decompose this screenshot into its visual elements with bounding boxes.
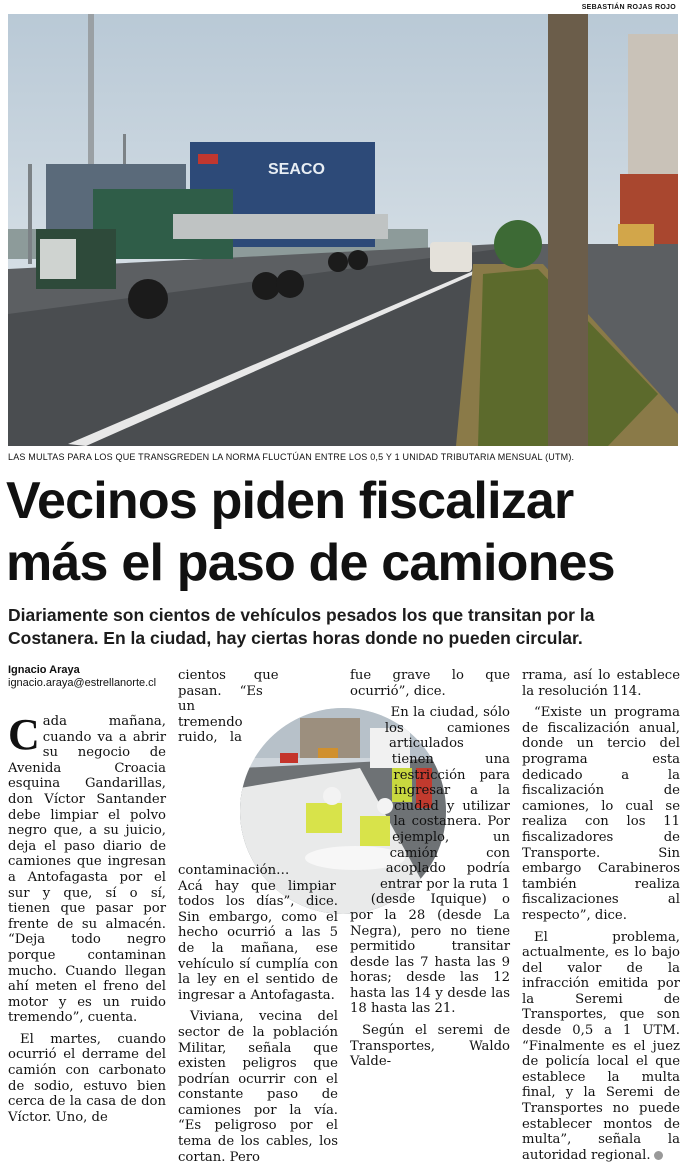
paragraph-text: El problema, actualmente, es lo bajo del valor de la infracción emitida por la Seremi de Transportes, que son desde 0,5 a 1 UTM. “Finalmente es el juez de policía local el que establece la multa final, y la Seremi de Transportes no puede establecer montos de multa”, señala la autoridad regional. (522, 929, 680, 1163)
photo-caption: LAS MULTAS PARA LOS QUE TRANSGREDEN LA NORMA FLUCTÚAN ENTRE LOS 0,5 Y 1 UNIDAD TRIBUTARIA MENSUAL (UTM). (8, 452, 575, 462)
headline (6, 470, 678, 594)
paragraph: “Existe un programa de fiscalización anual, donde un tercio del programa esta dedicado a la fiscalización de camiones, lo cual se realiza con los 11 fiscalizadores de Transporte. Sin embargo Carabineros también realiza fiscalizaciones al respecto”, dice. (522, 705, 680, 923)
paragraph (522, 930, 680, 1164)
main-photo (8, 14, 678, 446)
column-4 (522, 668, 680, 1169)
deck-summary: Diariamente son cientos de vehículos pesados los que transitan por la Costanera. En la ciudad, hay ciertas horas donde no pueden circular. (8, 605, 595, 648)
byline (8, 664, 168, 690)
paragraph: El martes, cuando ocurrió el derrame del camión con carbonato de sodio, estuvo bien cerca de la casa de don Víctor. Uno, de (8, 1031, 166, 1125)
inset-wrap-spacer (242, 668, 338, 888)
paragraph (8, 710, 166, 1026)
paragraph: fue grave lo que ocurrió”, dice. (350, 668, 510, 699)
paragraph: Según el seremi de Transportes, Waldo Valde- (350, 1023, 510, 1070)
paragraph: En la ciudad, sólo los camiones articulados tienen una restricción para ingresar a la ciudad y utilizar la costanera. Por ejemplo, un camión con acoplado podría entrar por la ruta 1 (desde Iquique) o por la 28 (desde La Negra), pero no tiene permitido transitar desde las 7 hasta las 9 horas; desde las 12 hasta las 14 y desde las 18 hasta las 21. (350, 705, 510, 1017)
headline-line-2: más el paso de camiones (6, 534, 615, 592)
author-name: Ignacio Araya (8, 664, 80, 676)
paragraph: cientos que pasan. “Es un tremendo ruido, la contaminación… Acá hay que limpiar todos los días”, dice. Sin embargo, como el hecho ocurrió a las 5 de la mañana, ese vehículo sí cumplía con la ley en el sentido de ingresar a Antofagasta. (178, 668, 338, 1003)
column-3 (350, 668, 510, 1076)
column-2 (178, 668, 338, 1171)
drop-cap: C (8, 710, 40, 759)
truck-road-illustration (8, 14, 678, 446)
paragraph: rrama, así lo establece la resolución 114. (522, 668, 680, 699)
paragraph-text: ada mañana, cuando va a abrir su negocio de Avenida Croacia esquina Gandarillas, don Víctor Santander debe limpiar el polvo negro que, a su juicio, deja el paso diario de camiones que ingresan a Antofagasta por el sur y que, sí o sí, tienen que pasar por frente de su almacén. “Deja todo negro porque contaminan mucho. Cuando llegan ahí meten el freno del motor y es un ruido tremendo”, cuenta. (8, 714, 166, 1026)
headline-line-1: Vecinos piden fiscalizar (6, 472, 574, 530)
column-1 (8, 710, 166, 1131)
author-email: ignacio.araya@estrellanorte.cl (8, 677, 157, 689)
container-logo: SEACO (268, 161, 325, 178)
photo-credit: SEBASTIÁN ROJAS ROJO (581, 4, 676, 11)
end-mark-icon (654, 1151, 663, 1160)
paragraph: Viviana, vecina del sector de la población Militar, señala que existen peligros que podrían ocurrir con el constante paso de camiones por la vía. “Es peligroso por el tema de los cables, los cortan. Pero (178, 1009, 338, 1165)
